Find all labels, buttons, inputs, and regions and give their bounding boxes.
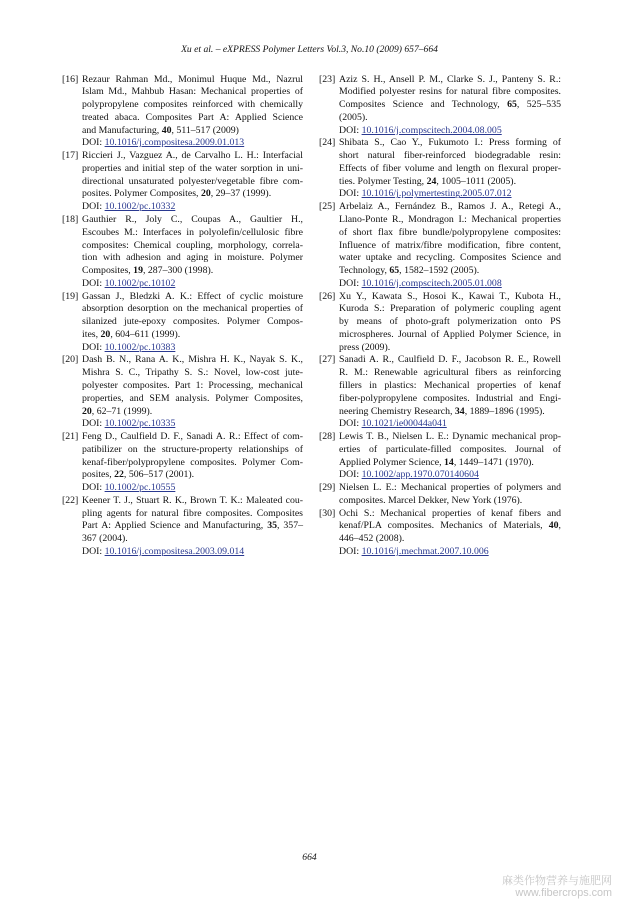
doi-line bbox=[339, 546, 561, 559]
reference-line: Xu Y., Kawata S., Hosoi K., Kawai T., Kubota H., bbox=[339, 290, 561, 302]
reference-line: Nielsen L. E.: Mechanical properties of polymers and bbox=[339, 482, 561, 494]
reference-text: posites, bbox=[82, 469, 115, 481]
reference-line: Modified polyester resins for natural fibre composites. bbox=[339, 86, 561, 98]
reference-text: , 357– bbox=[276, 520, 304, 532]
reference-line: Riccieri J., Vazguez A., de Carvalho L. H.: Interfacial bbox=[82, 150, 303, 162]
reference-text: Part A: Applied Science and Manufacturing, bbox=[82, 520, 268, 532]
reference-number: [19] bbox=[62, 290, 79, 302]
reference-line: pling agents for natural fibre composites. Composites bbox=[82, 507, 303, 519]
doi-label: DOI: bbox=[339, 277, 360, 289]
reference-text: , 1582–1592 (2005). bbox=[399, 265, 480, 277]
reference-19 bbox=[62, 291, 303, 355]
doi-label: DOI: bbox=[339, 418, 360, 430]
volume-number: 22 bbox=[114, 469, 124, 481]
volume-number: 20 bbox=[100, 328, 111, 340]
reference-line: Keener T. J., Stuart R. K., Brown T. K.: Maleated cou- bbox=[82, 494, 303, 506]
reference-number: [16] bbox=[62, 73, 79, 85]
reference-line bbox=[339, 176, 561, 189]
references-left-column bbox=[62, 74, 303, 559]
doi-line bbox=[82, 418, 303, 431]
reference-line: properties, and SEM analysis. Polymer Composites, bbox=[82, 392, 303, 404]
doi-line bbox=[82, 201, 303, 214]
doi-label: DOI: bbox=[339, 188, 360, 200]
reference-text: Applied Polymer Science, bbox=[339, 456, 445, 468]
doi-link[interactable]: 10.1002/pc.10335 bbox=[104, 418, 176, 430]
reference-line: Gassan J., Bledzki A. K.: Effect of cyclic moisture bbox=[82, 290, 303, 302]
reference-text: , bbox=[558, 520, 561, 532]
reference-number: [24] bbox=[319, 137, 336, 149]
doi-line bbox=[339, 278, 561, 291]
reference-text: , 287–300 (1998). bbox=[142, 265, 214, 277]
reference-line: Feng D., Caulfield D. F., Sanadi A. R.: Effect of com- bbox=[82, 431, 303, 443]
reference-line: fillers in plastics: Mechanical properties of kenaf bbox=[339, 379, 561, 391]
reference-number: [28] bbox=[319, 431, 336, 443]
reference-number: [18] bbox=[62, 214, 79, 226]
doi-link[interactable]: 10.1002/pc.10332 bbox=[104, 201, 176, 213]
reference-text: , 62–71 (1999). bbox=[91, 405, 153, 417]
reference-number: [22] bbox=[62, 494, 79, 506]
doi-label: DOI: bbox=[82, 201, 103, 213]
doi-label: DOI: bbox=[82, 341, 103, 353]
volume-number: 34 bbox=[454, 405, 465, 417]
doi-link[interactable]: 10.1002/pc.10102 bbox=[104, 277, 176, 289]
reference-line: Shibata S., Cao Y., Fukumoto I.: Press forming of bbox=[339, 137, 561, 149]
reference-number: [17] bbox=[62, 150, 79, 162]
doi-label: DOI: bbox=[82, 137, 103, 149]
reference-line: short natural fiber-reinforced biodegradable resin: bbox=[339, 150, 561, 162]
reference-25 bbox=[319, 201, 561, 290]
reference-line: patibilizer on the structure-property relationships of bbox=[82, 443, 303, 455]
reference-text: , 29–37 (1999). bbox=[210, 188, 272, 200]
reference-29 bbox=[319, 482, 561, 508]
reference-line: water uptake and recycling. Composites Science and bbox=[339, 252, 561, 264]
reference-line: R. M.: Renewable agricultural fibers as reinforcing bbox=[339, 367, 561, 379]
volume-number: 35 bbox=[267, 520, 277, 532]
doi-link[interactable]: 10.1016/j.compscitech.2005.01.008 bbox=[361, 277, 502, 289]
reference-line: Gauthier R., Joly C., Coupas A., Gaultier H., bbox=[82, 214, 303, 226]
doi-link[interactable]: 10.1021/ie00044a041 bbox=[361, 418, 447, 430]
reference-text: , 1005–1011 (2005). bbox=[436, 175, 517, 187]
reference-27 bbox=[319, 354, 561, 431]
reference-line: polypropylene composites reinforced with chemically bbox=[82, 99, 303, 111]
reference-text: , 1449–1471 (1970). bbox=[453, 456, 534, 468]
reference-22 bbox=[62, 495, 303, 559]
doi-line bbox=[339, 188, 561, 201]
reference-line: erties of particulate-filled composites. Journal of bbox=[339, 443, 561, 455]
doi-link[interactable]: 10.1002/app.1970.070140604 bbox=[361, 469, 479, 481]
doi-link[interactable]: 10.1002/pc.10555 bbox=[104, 482, 176, 494]
volume-number: 20 bbox=[200, 188, 211, 200]
reference-line: fiber-polypropylene composites. Industrial and Engi- bbox=[339, 392, 561, 404]
reference-line: absorption desorption on the mechanical properties of bbox=[82, 303, 303, 315]
volume-number: 20 bbox=[82, 405, 92, 417]
page-number: 664 bbox=[302, 852, 317, 863]
reference-line: Aziz S. H., Ansell P. M., Clarke S. J., Panteny S. R.: bbox=[339, 73, 561, 85]
doi-label: DOI: bbox=[339, 124, 360, 136]
reference-30 bbox=[319, 508, 561, 559]
reference-line: Ochi S.: Mechanical properties of kenaf fibers and bbox=[339, 507, 561, 519]
doi-line bbox=[82, 546, 303, 559]
doi-label: DOI: bbox=[82, 482, 103, 494]
reference-line bbox=[339, 406, 561, 419]
reference-line bbox=[82, 125, 303, 138]
reference-text: Composites, bbox=[82, 265, 134, 277]
reference-line bbox=[82, 469, 303, 482]
reference-line: microspheres. Journal of Applied Polymer Science, in bbox=[339, 328, 561, 340]
reference-line: Mishra S. C., Tripathy S. S.: Novel, low-cost jute- bbox=[82, 367, 303, 379]
reference-line: Rezaur Rahman Md., Monimul Huque Md., Nazrul bbox=[82, 73, 303, 85]
reference-text: , 511–517 (2009) bbox=[171, 124, 239, 136]
reference-23 bbox=[319, 74, 561, 138]
doi-link[interactable]: 10.1016/j.compositesa.2003.09.014 bbox=[104, 545, 245, 557]
volume-number: 65 bbox=[389, 265, 400, 277]
doi-line bbox=[82, 342, 303, 355]
reference-text: posites. Polymer Composites, bbox=[82, 188, 201, 200]
reference-line: Lewis T. B., Nielsen L. E.: Dynamic mechanical prop- bbox=[339, 431, 561, 443]
reference-line: Influence of matrix/fibre modification, fibre content, bbox=[339, 239, 561, 251]
reference-24 bbox=[319, 137, 561, 201]
reference-line: Arbelaiz A., Fernández B., Ramos J. A., Retegi A., bbox=[339, 201, 561, 213]
reference-text: and Manufacturing, bbox=[82, 124, 162, 136]
reference-line: treated abaca. Composites Part A: Applied Science bbox=[82, 111, 303, 123]
reference-line bbox=[82, 329, 303, 342]
reference-line: silanized jute-epoxy composites. Polymer Compos- bbox=[82, 316, 303, 328]
reference-number: [21] bbox=[62, 431, 79, 443]
reference-line: directional unsaturated polyester/vegetable fibre com- bbox=[82, 175, 303, 187]
volume-number: 65 bbox=[507, 99, 517, 111]
reference-line: by means of photo-graft polymerization onto PS bbox=[339, 316, 561, 328]
reference-line bbox=[82, 406, 303, 419]
volume-number: 14 bbox=[444, 456, 454, 468]
volume-number: 40 bbox=[548, 520, 559, 532]
doi-link[interactable]: 10.1002/pc.10383 bbox=[104, 341, 176, 353]
reference-number: [30] bbox=[319, 507, 336, 519]
doi-label: DOI: bbox=[82, 545, 103, 557]
reference-text: , 525–535 bbox=[516, 99, 561, 111]
watermark-url: www.fibercrops.com bbox=[515, 887, 612, 899]
reference-line bbox=[82, 188, 303, 201]
reference-line: Dash B. N., Rana A. K., Mishra H. K., Nayak S. K., bbox=[82, 354, 303, 366]
doi-label: DOI: bbox=[339, 469, 360, 481]
reference-text: Composites Science and Technology, bbox=[339, 99, 508, 111]
reference-20 bbox=[62, 354, 303, 431]
reference-text: ites, bbox=[82, 328, 101, 340]
reference-number: [26] bbox=[319, 290, 336, 302]
reference-text: Technology, bbox=[339, 265, 390, 277]
doi-label: DOI: bbox=[339, 545, 360, 557]
watermark-site-name: 麻类作物营养与施肥网 bbox=[502, 874, 612, 887]
reference-line: Effects of fiber volume and length on flexural proper- bbox=[339, 162, 561, 174]
reference-17 bbox=[62, 150, 303, 214]
volume-number: 24 bbox=[426, 175, 437, 187]
reference-line: kenaf-fiber/polypropylene composites. Polymer Com- bbox=[82, 456, 303, 468]
reference-line: 446–452 (2008). bbox=[339, 533, 405, 545]
running-header: Xu et al. – eXPRESS Polymer Letters Vol.3, No.10 (2009) 657–664 bbox=[181, 44, 438, 55]
volume-number: 19 bbox=[133, 265, 143, 277]
references-right-column bbox=[319, 74, 561, 559]
reference-number: [20] bbox=[62, 354, 79, 366]
reference-line bbox=[339, 520, 561, 533]
reference-number: [27] bbox=[319, 354, 336, 366]
reference-line bbox=[82, 265, 303, 278]
reference-line: Islam Md., Mahbub Hasan: Mechanical properties of bbox=[82, 86, 303, 98]
doi-line bbox=[82, 278, 303, 291]
reference-line: polyester composites. Part 1: Processing, mechanical bbox=[82, 379, 303, 391]
reference-text: neering Chemistry Research, bbox=[339, 405, 455, 417]
reference-line: 367 (2004). bbox=[82, 533, 128, 545]
reference-number: [23] bbox=[319, 73, 336, 85]
reference-16 bbox=[62, 74, 303, 151]
reference-21 bbox=[62, 431, 303, 495]
reference-line: (2005). bbox=[339, 111, 368, 123]
reference-text: kenaf/PLA composites. Mechanics of Materials, bbox=[339, 520, 549, 532]
reference-18 bbox=[62, 214, 303, 291]
reference-line bbox=[82, 520, 303, 533]
reference-line bbox=[339, 457, 561, 470]
reference-line: Sanadi A. R., Caulfield D. F., Jacobson R. E., Rowell bbox=[339, 354, 561, 366]
doi-line bbox=[82, 137, 303, 150]
reference-line: of short flax fibre bundle/polypropylene composites: bbox=[339, 226, 561, 238]
reference-line: properties and initial step of the water sorption in uni- bbox=[82, 162, 303, 174]
watermark bbox=[502, 874, 612, 899]
reference-text: ties. Polymer Testing, bbox=[339, 175, 427, 187]
reference-line: Escoubes M.: Interfaces in polyolefin/cellulosic fibre bbox=[82, 226, 303, 238]
reference-line bbox=[339, 265, 561, 278]
reference-line: Llano-Ponte R., Mondragon I.: Mechanical properties bbox=[339, 214, 561, 226]
reference-text: , 506–517 (2001). bbox=[123, 469, 195, 481]
reference-line: composites. Marcel Dekker, New York (1976). bbox=[339, 494, 523, 506]
reference-line: tion with adhesion and aging in moisture. Polymer bbox=[82, 252, 303, 264]
reference-line: composites: Chemical coupling, morphology, correla- bbox=[82, 239, 303, 251]
volume-number: 40 bbox=[161, 124, 172, 136]
doi-line bbox=[339, 469, 561, 482]
reference-number: [29] bbox=[319, 482, 336, 494]
doi-link[interactable]: 10.1016/j.polymertesting.2005.07.012 bbox=[361, 188, 512, 200]
doi-link[interactable]: 10.1016/j.compositesa.2009.01.013 bbox=[104, 137, 245, 149]
reference-text: , 1889–1896 (1995). bbox=[464, 405, 545, 417]
reference-line: press (2009). bbox=[339, 341, 391, 353]
doi-label: DOI: bbox=[82, 418, 103, 430]
reference-text: , 604–611 (1999). bbox=[110, 328, 181, 340]
doi-line bbox=[82, 482, 303, 495]
reference-26 bbox=[319, 291, 561, 355]
reference-line: Kuroda S.: Preparation of polymeric coupling agent bbox=[339, 303, 561, 315]
doi-link[interactable]: 10.1016/j.mechmat.2007.10.006 bbox=[361, 545, 489, 557]
reference-28 bbox=[319, 431, 561, 482]
reference-number: [25] bbox=[319, 201, 336, 213]
doi-line bbox=[339, 418, 561, 431]
doi-link[interactable]: 10.1016/j.compscitech.2004.08.005 bbox=[361, 124, 502, 136]
reference-line bbox=[339, 99, 561, 112]
doi-line bbox=[339, 125, 561, 138]
doi-label: DOI: bbox=[82, 277, 103, 289]
